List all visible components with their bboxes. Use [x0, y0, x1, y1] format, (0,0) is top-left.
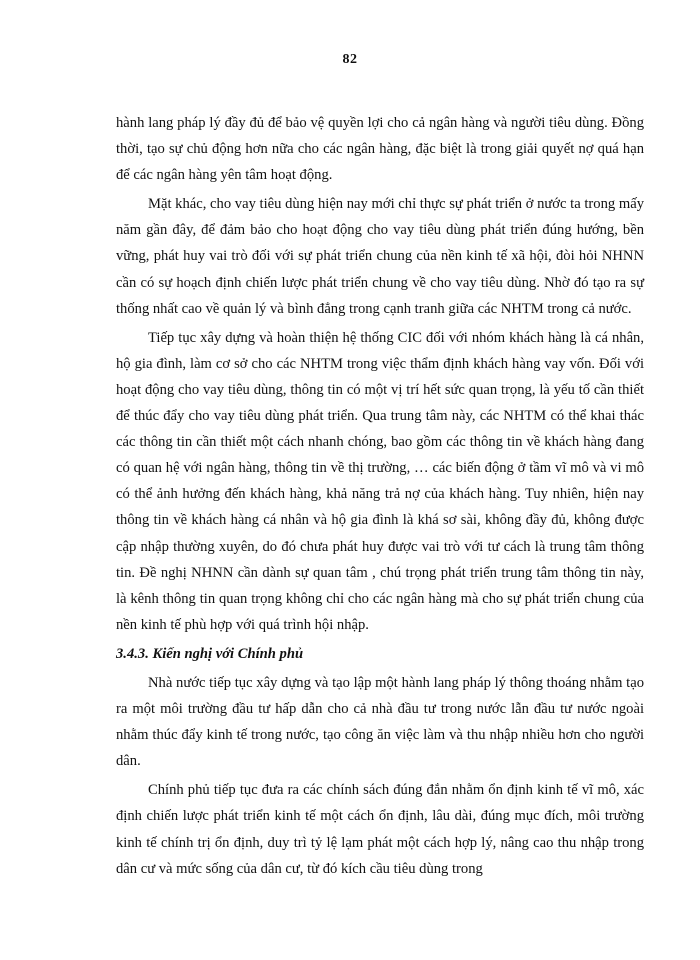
page-number: 82	[342, 52, 358, 67]
paragraph-consumer-lending-strategy: Mặt khác, cho vay tiêu dùng hiện nay mới chỉ thực sự phát triển ở nước ta trong mấy năm gần đây, để đảm bảo cho hoạt động cho vay tiêu dùng phát triển đúng hướng, bền vững, phát huy vai trò đối với sự phát triển chung của nền kinh tế xã hội, đòi hỏi NHNN cần có sự hoạch định chiến lược phát triển chung về cho vay tiêu dùng. Nhờ đó tạo ra sự thống nhất cao về quản lý và bình đẳng trong cạnh tranh giữa các NHTM trong cả nước.	[116, 196, 644, 317]
paragraph-government-policy: Chính phủ tiếp tục đưa ra các chính sách đúng đắn nhằm ổn định kinh tế vĩ mô, xác định chiến lược phát triển kinh tế một cách ổn định, lâu dài, đúng mục đích, môi trường kinh tế chính trị ổn định, duy trì tỷ lệ lạm phát một cách hợp lý, nâng cao thu nhập trong dân cư và mức sống của dân cư, từ đó kích cầu tiêu dùng trong	[116, 782, 644, 877]
paragraph-continuation: hành lang pháp lý đầy đủ để bảo vệ quyền lợi cho cả ngân hàng và người tiêu dùng. Đồng thời, tạo sự chủ động hơn nữa cho các ngân hàng, đặc biệt là trong giải quyết nợ quá hạn để các ngân hàng yên tâm hoạt động.	[116, 115, 644, 184]
paragraph-cic-system: Tiếp tục xây dựng và hoàn thiện hệ thống CIC đối với nhóm khách hàng là cá nhân, hộ gia đình, làm cơ sở cho các NHTM trong việc thẩm định khách hàng vay vốn. Đối với hoạt động cho vay tiêu dùng, thông tin có một vị trí hết sức quan trọng, là yếu tố cần thiết để thúc đẩy cho vay tiêu dùng phát triển. Qua trung tâm này, các NHTM có thể khai thác các thông tin cần thiết một cách nhanh chóng, bao gồm các thông tin về khách hàng đang có quan hệ với ngân hàng, thông tin về thị trường, … các biến động ở tầm vĩ mô và vi mô có thể ảnh hưởng đến khách hàng, khả năng trả nợ của khách hàng. Tuy nhiên, hiện nay thông tin về khách hàng cá nhân và hộ gia đình là khá sơ sài, không đầy đủ, không được cập nhập thường xuyên, do đó chưa phát huy được vai trò với tư cách là trung tâm thông tin. Đề nghị NHNN cần dành sự quan tâm , chú trọng phát triển trung tâm thông tin này, là kênh thông tin quan trọng không chỉ cho các ngân hàng mà cho sự phát triển chung của nền kinh tế phù hợp với quá trình hội nhập.	[116, 329, 644, 633]
page-body	[116, 110, 644, 885]
section-heading: 3.4.3. Kiến nghị với Chính phủ	[116, 645, 304, 662]
paragraph-legal-framework: Nhà nước tiếp tục xây dựng và tạo lập một hành lang pháp lý thông thoáng nhằm tạo ra một môi trường đầu tư hấp dẫn cho cả nhà đầu tư trong nước lẫn đầu tư nước ngoài nhằm thúc đẩy kinh tế trong nước, tạo công ăn việc làm và thu nhập nhiều hơn cho người dân.	[116, 674, 644, 770]
